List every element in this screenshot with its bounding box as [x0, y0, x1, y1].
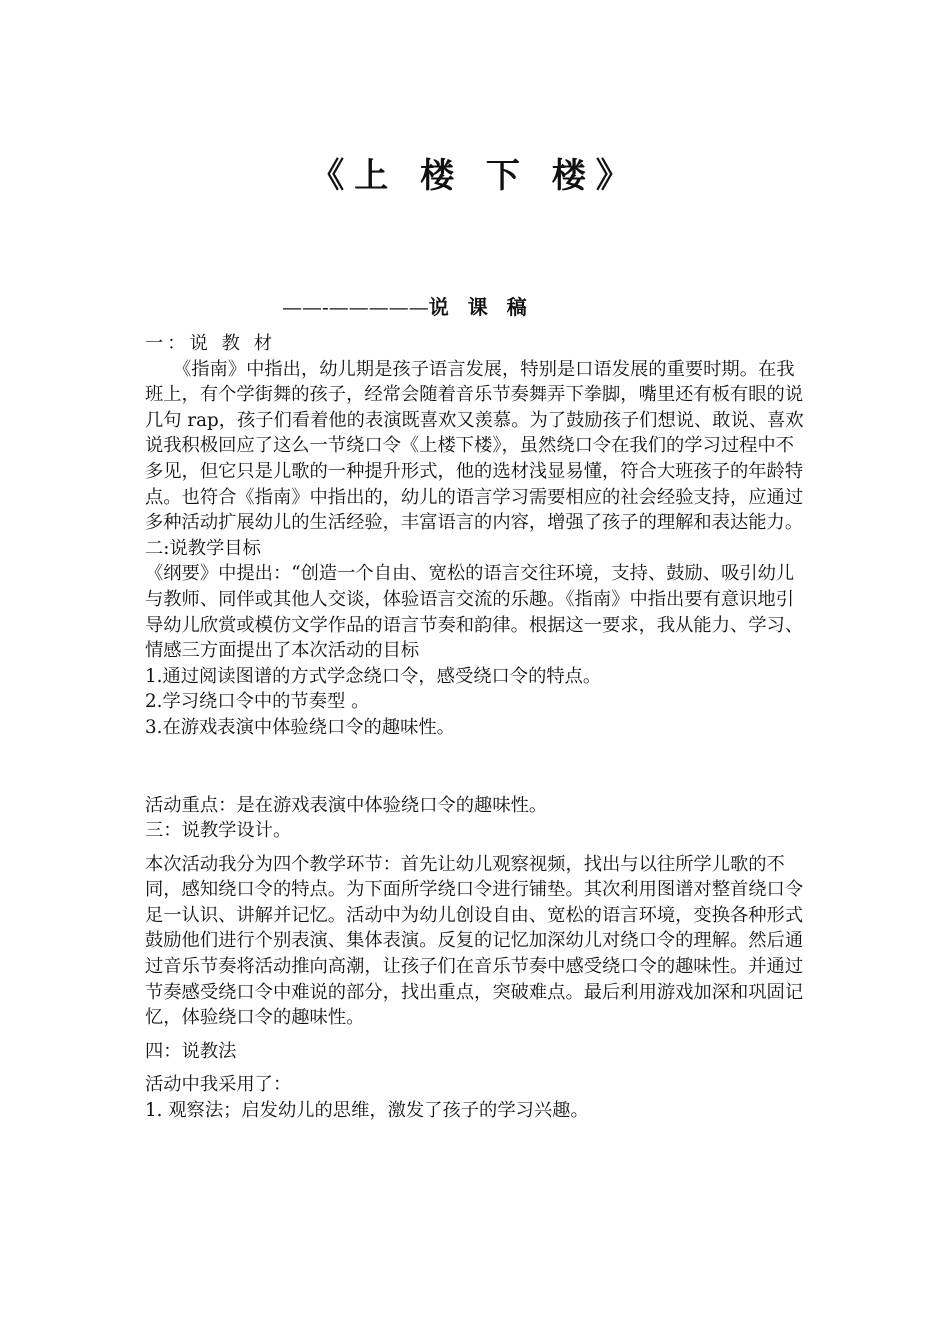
key-point: 活动重点：是在游戏表演中体验绕口令的趣味性。	[145, 794, 548, 816]
document-subtitle	[282, 292, 533, 322]
spacer	[145, 844, 810, 852]
goal-item-3: 3.在游戏表演中体验绕口令的趣味性。	[145, 716, 455, 738]
section-3-paragraph: 本次活动我分为四个教学环节：首先让幼儿观察视频，找出与以往所学儿歌的不同，感知绕口令的特点。为下面所学绕口令进行铺垫。其次利用图谱对整首绕口令足一认识、讲解并记忆。活动中为幼儿创设自由、宽松的语言环境，变换各种形式鼓励他们进行个别表演、集体表演。反复的记忆加深幼儿对绕口令的理解。然后通过音乐节奏将活动推向高潮，让孩子们在音乐节奏中感受绕口令的趣味性。并通过节奏感受绕口令中难说的部分，找出重点，突破难点。最后利用游戏加深和巩固记忆，体验绕口令的趣味性。	[145, 853, 804, 1029]
section-3-heading: 三：说教学设计。	[145, 820, 292, 842]
subtitle-dash: ——-—————	[282, 295, 429, 319]
subtitle-label: 说 课 稿	[428, 295, 533, 319]
section-4-heading: 四：说教法	[145, 1040, 237, 1062]
section-1-heading: 一：说 教 材	[145, 333, 277, 354]
spacer	[145, 1064, 810, 1072]
goal-item-1: 1.通过阅读图谱的方式学念绕口令，感受绕口令的特点。	[145, 665, 602, 687]
goal-item-2: 2.学习绕口令中的节奏型 。	[145, 691, 370, 713]
section-2-heading: 二:说教学目标	[145, 537, 261, 559]
spacer	[145, 1031, 810, 1039]
document-body	[145, 331, 810, 1124]
section-4-intro: 活动中我采用了：	[145, 1074, 292, 1096]
section-4-item-1: 1. 观察法；启发幼儿的思维，激发了孩子的学习兴趣。	[145, 1100, 589, 1122]
spacer	[145, 741, 810, 793]
section-2-paragraph: 《纲要》中提出：“创造一个自由、宽松的语言交往环境，支持、鼓励、吸引幼儿与教师、同伴或其他人交谈，体验语言交流的乐趣。《指南》中指出要有意识地引导幼儿欣赏或模仿文学作品的语言节奏和韵律。根据这一要求，我从能力、学习、情感三方面提出了本次活动的目标	[145, 563, 804, 662]
document-title: 《上 楼 下 楼》	[310, 156, 640, 196]
section-1-paragraph: 《指南》中指出，幼儿期是孩子语言发展，特别是口语发展的重要时期。在我班上，有个学街舞的孩子，经常会随着音乐节奏舞弄下拳脚，嘴里还有板有眼的说几句 rap，孩子们看着他的表演既喜欢又羡慕。为了鼓励孩子们想说、敢说、喜欢说我积极回应了这么一节绕口令《上楼下楼》，虽然绕口令在我们的学习过程中不多见，但它只是儿歌的一种提升形式，他的选材浅显易懂，符合大班孩子的年龄特点。也符合《指南》中指出的，幼儿的语言学习需要相应的社会经验支持，应通过多种活动扩展幼儿的生活经验，丰富语言的内容，增强了孩子的理解和表达能力。	[145, 358, 804, 534]
